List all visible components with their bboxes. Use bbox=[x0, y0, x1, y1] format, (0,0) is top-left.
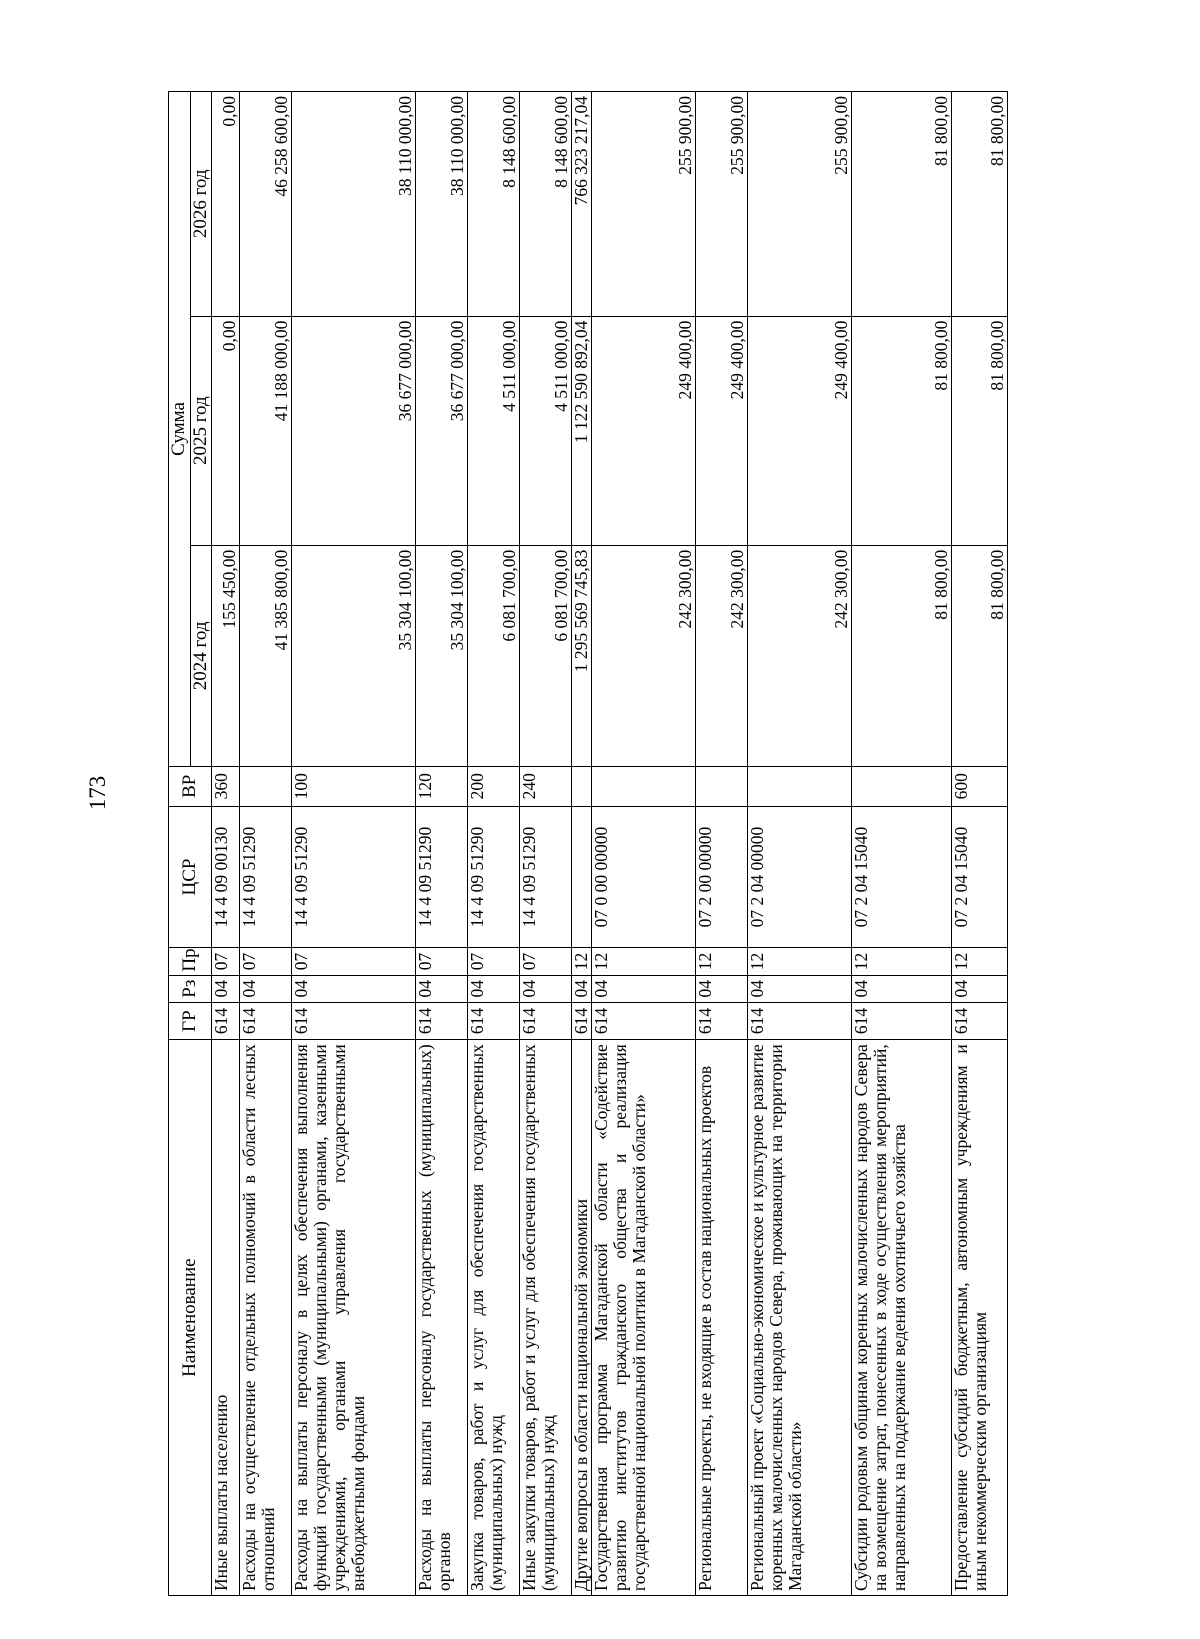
cell-csr bbox=[572, 806, 592, 948]
cell-vr bbox=[240, 766, 292, 806]
cell-2026: 46 258 600,00 bbox=[240, 92, 292, 317]
cell-csr: 14 4 09 51290 bbox=[520, 806, 572, 948]
cell-2025: 249 400,00 bbox=[592, 316, 696, 545]
cell-pr: 07 bbox=[416, 948, 468, 975]
cell-2025: 0,00 bbox=[212, 316, 240, 545]
page-number: 173 bbox=[85, 775, 110, 811]
header-year-2024: 2024 год bbox=[190, 545, 212, 766]
cell-vr bbox=[572, 766, 592, 806]
cell-gr: 614 bbox=[212, 1002, 240, 1039]
cell-2024: 242 300,00 bbox=[748, 545, 852, 766]
cell-2024: 35 304 100,00 bbox=[416, 545, 468, 766]
cell-rz: 04 bbox=[240, 975, 292, 1002]
cell-vr: 200 bbox=[468, 766, 520, 806]
table-row bbox=[416, 92, 468, 1596]
cell-2025: 36 677 000,00 bbox=[292, 316, 416, 545]
cell-rz: 04 bbox=[748, 975, 852, 1002]
cell-pr: 12 bbox=[696, 948, 748, 975]
header-row-top bbox=[169, 92, 191, 1596]
cell-name: Субсидии родовым общинам коренных малочисленных народов Севера на возмещение затрат, понесенных в ходе осуществления мероприятий, направленных на поддержание ведения охотничьего хозяйства bbox=[852, 1040, 952, 1596]
cell-2026: 255 900,00 bbox=[592, 92, 696, 317]
cell-csr: 14 4 09 51290 bbox=[416, 806, 468, 948]
cell-pr: 07 bbox=[468, 948, 520, 975]
cell-2024: 1 295 569 745,83 bbox=[572, 545, 592, 766]
cell-gr: 614 bbox=[572, 1002, 592, 1039]
cell-gr: 614 bbox=[468, 1002, 520, 1039]
cell-2026: 81 800,00 bbox=[952, 92, 1008, 317]
cell-2026: 255 900,00 bbox=[748, 92, 852, 317]
budget-table bbox=[168, 91, 1008, 1596]
cell-csr: 14 4 09 51290 bbox=[240, 806, 292, 948]
table-row bbox=[520, 92, 572, 1596]
cell-pr: 07 bbox=[212, 948, 240, 975]
rotated-page-content bbox=[168, 91, 1008, 1596]
cell-pr: 12 bbox=[592, 948, 696, 975]
cell-2025: 4 511 000,00 bbox=[468, 316, 520, 545]
cell-2025: 1 122 590 892,04 bbox=[572, 316, 592, 545]
cell-2024: 6 081 700,00 bbox=[468, 545, 520, 766]
cell-gr: 614 bbox=[748, 1002, 852, 1039]
cell-name: Региональный проект «Социально-экономическое и культурное развитие коренных малочисленных народов Севера, проживающих на территории Магаданской области» bbox=[748, 1040, 852, 1596]
table-row bbox=[852, 92, 952, 1596]
cell-rz: 04 bbox=[468, 975, 520, 1002]
cell-rz: 04 bbox=[212, 975, 240, 1002]
header-sum: Сумма bbox=[169, 92, 191, 767]
cell-rz: 04 bbox=[416, 975, 468, 1002]
cell-vr: 240 bbox=[520, 766, 572, 806]
cell-rz: 04 bbox=[696, 975, 748, 1002]
cell-gr: 614 bbox=[592, 1002, 696, 1039]
cell-2026: 255 900,00 bbox=[696, 92, 748, 317]
cell-csr: 14 4 09 51290 bbox=[468, 806, 520, 948]
table-row bbox=[212, 92, 240, 1596]
cell-2024: 155 450,00 bbox=[212, 545, 240, 766]
cell-2025: 249 400,00 bbox=[748, 316, 852, 545]
header-pr: Пр bbox=[169, 948, 212, 975]
cell-2024: 35 304 100,00 bbox=[292, 545, 416, 766]
cell-gr: 614 bbox=[696, 1002, 748, 1039]
cell-2026: 8 148 600,00 bbox=[520, 92, 572, 317]
cell-vr bbox=[592, 766, 696, 806]
table-row bbox=[748, 92, 852, 1596]
header-year-2026: 2026 год bbox=[190, 92, 212, 317]
cell-gr: 614 bbox=[952, 1002, 1008, 1039]
cell-2026: 81 800,00 bbox=[852, 92, 952, 317]
cell-2026: 38 110 000,00 bbox=[416, 92, 468, 317]
cell-pr: 07 bbox=[240, 948, 292, 975]
cell-gr: 614 bbox=[852, 1002, 952, 1039]
cell-2024: 81 800,00 bbox=[852, 545, 952, 766]
cell-2024: 81 800,00 bbox=[952, 545, 1008, 766]
cell-2024: 41 385 800,00 bbox=[240, 545, 292, 766]
cell-2025: 41 188 000,00 bbox=[240, 316, 292, 545]
cell-csr: 14 4 09 00130 bbox=[212, 806, 240, 948]
cell-vr bbox=[852, 766, 952, 806]
table-row bbox=[240, 92, 292, 1596]
cell-vr: 120 bbox=[416, 766, 468, 806]
table-row bbox=[952, 92, 1008, 1596]
cell-rz: 04 bbox=[520, 975, 572, 1002]
cell-2026: 0,00 bbox=[212, 92, 240, 317]
cell-2024: 242 300,00 bbox=[696, 545, 748, 766]
cell-rz: 04 bbox=[952, 975, 1008, 1002]
cell-2025: 36 677 000,00 bbox=[416, 316, 468, 545]
header-rz: Рз bbox=[169, 975, 212, 1002]
table-row bbox=[696, 92, 748, 1596]
cell-2025: 81 800,00 bbox=[952, 316, 1008, 545]
cell-rz: 04 bbox=[572, 975, 592, 1002]
cell-csr: 07 2 04 00000 bbox=[748, 806, 852, 948]
cell-2026: 8 148 600,00 bbox=[468, 92, 520, 317]
cell-name: Иные закупки товаров, работ и услуг для обеспечения государственных (муниципальных) нужд bbox=[520, 1040, 572, 1596]
table-row bbox=[572, 92, 592, 1596]
cell-gr: 614 bbox=[240, 1002, 292, 1039]
cell-csr: 07 2 04 15040 bbox=[852, 806, 952, 948]
cell-csr: 14 4 09 51290 bbox=[292, 806, 416, 948]
cell-pr: 12 bbox=[572, 948, 592, 975]
cell-name: Расходы на выплаты персоналу в целях обеспечения выполнения функций государственными (муниципальными) органами, казенными учреждениями, органами управления государственными внебюджетными фондами bbox=[292, 1040, 416, 1596]
cell-rz: 04 bbox=[592, 975, 696, 1002]
cell-2026: 766 323 217,04 bbox=[572, 92, 592, 317]
cell-name: Закупка товаров, работ и услуг для обеспечения государственных (муниципальных) нужд bbox=[468, 1040, 520, 1596]
table-row bbox=[592, 92, 696, 1596]
cell-2024: 242 300,00 bbox=[592, 545, 696, 766]
cell-vr bbox=[696, 766, 748, 806]
header-csr: ЦСР bbox=[169, 806, 212, 948]
header-year-2025: 2025 год bbox=[190, 316, 212, 545]
cell-gr: 614 bbox=[520, 1002, 572, 1039]
table-row bbox=[468, 92, 520, 1596]
cell-name: Расходы на осуществление отдельных полномочий в области лесных отношений bbox=[240, 1040, 292, 1596]
cell-2025: 4 511 000,00 bbox=[520, 316, 572, 545]
cell-vr: 100 bbox=[292, 766, 416, 806]
cell-2026: 38 110 000,00 bbox=[292, 92, 416, 317]
cell-vr bbox=[748, 766, 852, 806]
cell-csr: 07 2 04 15040 bbox=[952, 806, 1008, 948]
cell-2024: 6 081 700,00 bbox=[520, 545, 572, 766]
cell-2025: 249 400,00 bbox=[696, 316, 748, 545]
cell-rz: 04 bbox=[852, 975, 952, 1002]
cell-name: Другие вопросы в области национальной экономики bbox=[572, 1040, 592, 1596]
cell-gr: 614 bbox=[416, 1002, 468, 1039]
cell-name: Государственная программа Магаданской области «Содействие развитию институтов гражданского общества и реализация государственной национальной политики в Магаданской области» bbox=[592, 1040, 696, 1596]
cell-gr: 614 bbox=[292, 1002, 416, 1039]
cell-rz: 04 bbox=[292, 975, 416, 1002]
cell-vr: 360 bbox=[212, 766, 240, 806]
cell-name: Предоставление субсидий бюджетным, автономным учреждениям и иным некоммерческим организациям bbox=[952, 1040, 1008, 1596]
cell-pr: 07 bbox=[292, 948, 416, 975]
cell-pr: 12 bbox=[952, 948, 1008, 975]
cell-pr: 12 bbox=[852, 948, 952, 975]
table-row bbox=[292, 92, 416, 1596]
cell-name: Региональные проекты, не входящие в состав национальных проектов bbox=[696, 1040, 748, 1596]
header-name: Наименование bbox=[169, 1040, 212, 1596]
cell-csr: 07 0 00 00000 bbox=[592, 806, 696, 948]
cell-vr: 600 bbox=[952, 766, 1008, 806]
cell-2025: 81 800,00 bbox=[852, 316, 952, 545]
cell-pr: 07 bbox=[520, 948, 572, 975]
cell-csr: 07 2 00 00000 bbox=[696, 806, 748, 948]
header-gr: ГР bbox=[169, 1002, 212, 1039]
cell-name: Расходы на выплаты персоналу государственных (муниципальных) органов bbox=[416, 1040, 468, 1596]
cell-name: Иные выплаты населению bbox=[212, 1040, 240, 1596]
table-body bbox=[212, 92, 1008, 1596]
header-vr: ВР bbox=[169, 766, 212, 806]
cell-pr: 12 bbox=[748, 948, 852, 975]
